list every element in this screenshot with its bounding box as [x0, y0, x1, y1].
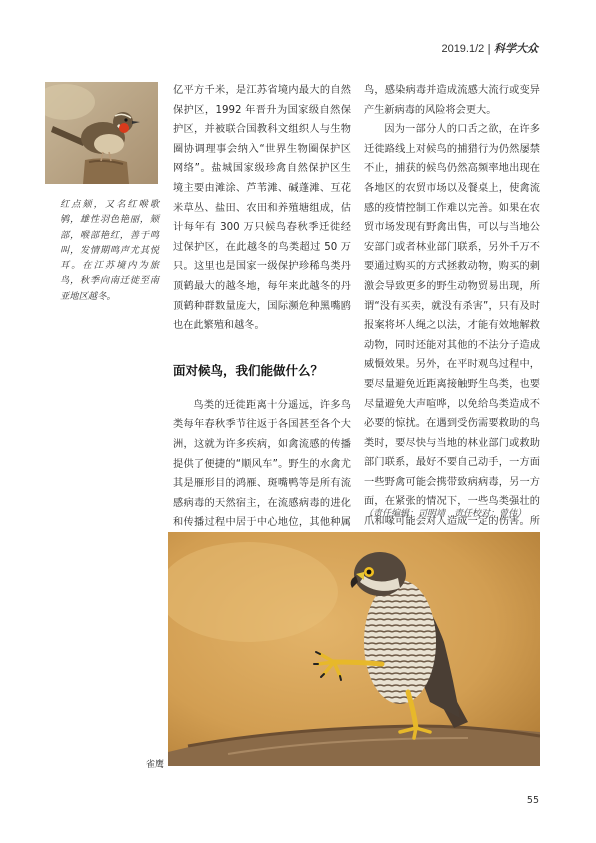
header-separator: |: [487, 42, 491, 55]
siberian-rubythroat-illustration: [45, 82, 158, 184]
paragraph: 鸟类的迁徙距离十分遥远，许多鸟类每年春秋季节往返于各国甚至各个大洲，这就为许多疾病，如禽流感的传播提供了便捷的“顺风车”。野生的水禽尤其是雁形目的鸿雁、斑嘴鸭等是所有流感病毒的天然宿主，在流感病毒的进化和传播过程中居于中心地位，其他种属: [173, 399, 351, 529]
paragraph: 亿平方千米，是江苏省境内最大的自然保护区，1992 年晋升为国家级自然保护区，并被联合国教科文组织人与生物圈协调理事会纳入“世界生物圈保护区网络”。盐城国家级珍禽自然保护区生境主要由滩涂、芦苇滩、碱蓬滩、互花米草丛、盐田、农田和养殖塘组成，估计每年有 300 万只候鸟春秋季迁徙经过保护区，在此越冬的鸟类超过 50 万只。这里也是国家一级保护珍稀鸟类丹顶鹤最大的越冬地，每年来此越冬的丹顶鹤种群数量庞大，国际濒危种黑嘴鸥也在此繁殖和越冬。: [173, 85, 351, 332]
editor-credits: （责任编辑：司明靖 责任校对：曾伟）: [364, 509, 527, 519]
robin-caption: 红点颏，又名红喉歌鸲，雄性羽色艳丽，颏部，喉部艳红，善于鸣叫，发情期鸣声尤其悦耳。在江苏境内为旅鸟，秋季向南迁徙至南亚地区越冬。: [60, 199, 159, 302]
robin-photo: [45, 82, 158, 184]
paragraph: 鸟，感染病毒并造成流感大流行或变异产生新病毒的风险将会更大。: [364, 85, 540, 116]
section-heading: 面对候鸟，我们能做什么？: [173, 362, 324, 378]
sparrowhawk-illustration: [168, 532, 540, 766]
issue-number: 2019.1/2: [441, 43, 485, 55]
magazine-title: 科学大众: [494, 42, 538, 55]
hawk-caption: 雀鹰: [146, 760, 165, 770]
article-column-2: [364, 81, 540, 571]
page-header: [441, 40, 538, 56]
sparrowhawk-photo: [168, 532, 540, 766]
page-number: 55: [526, 795, 539, 806]
article-column-1: [173, 81, 351, 592]
paragraph: 因为一部分人的口舌之欲，在许多迁徙路线上对候鸟的捕猎行为仍然屡禁不止，捕获的候鸟仍然高频率地出现在各地区的农贸市场以及餐桌上，使禽流感的疫情控制工作难以完善。如果在农贸市场发现有野禽出售，可以与当地公安部门或者林业部门联系，另外千万不要通过购买的方式拯救动物，购买的刺激会导致更多的野生动物贸易出现，所谓“没有买卖，就没有杀害”，只有及时报案将坏人绳之以法，才能有效地解救动物，同时还能对其他的不法分子造成威慑效果。另外，在平时观鸟过程中，要尽量避免近距离接触野生鸟类，也要尽量避免大声喧哗，以免给鸟类造成不必要的惊扰。在遇到受伤需要救助的鸟类时，要尽快与当地的林业部门或救助部门联系，最好不要自己动手，一方面一些野禽可能会携带致病病毒，另一方面，在紧张的情况下，一些鸟类强壮的爪和喙可能会对人造成一定的伤害。所: [364, 124, 540, 528]
